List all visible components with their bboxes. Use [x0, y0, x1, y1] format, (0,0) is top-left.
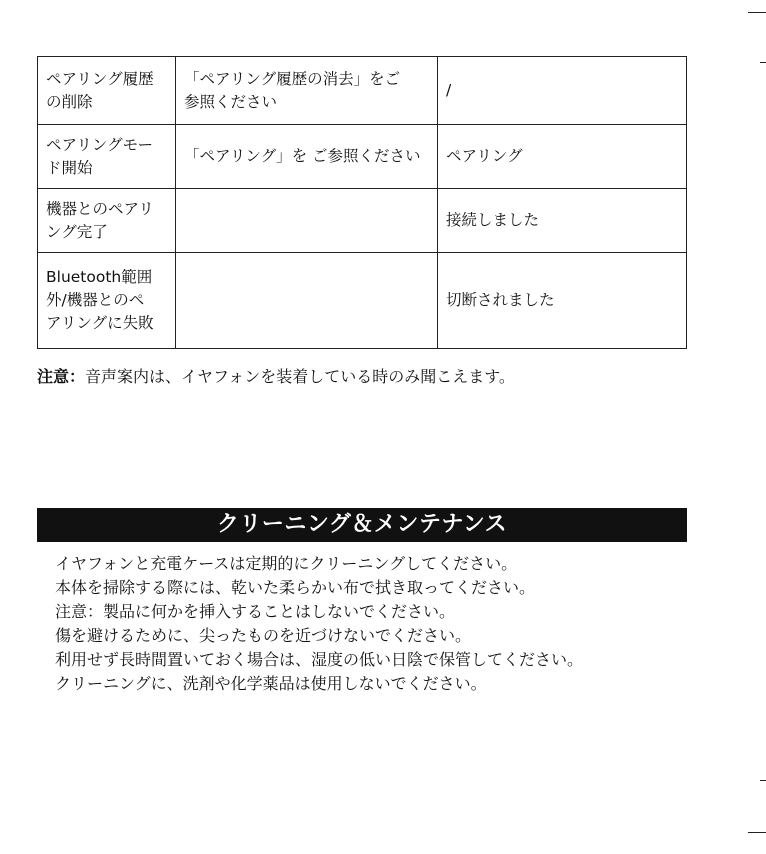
- action-cell: [176, 253, 438, 349]
- event-cell: ペアリング履歴 の削除: [38, 57, 176, 125]
- note-label: 注意：: [37, 367, 86, 386]
- event-cell: Bluetooth範囲 外/機器とのペ アリングに失敗: [38, 253, 176, 349]
- voice-cell: 切断されました: [438, 253, 687, 349]
- voice-cell: ペアリング: [438, 125, 687, 189]
- list-item: 傷を避けるために、尖ったものを近づけないでください。: [55, 626, 472, 645]
- event-cell: 機器とのペアリ ング完了: [38, 189, 176, 253]
- action-cell: [176, 189, 438, 253]
- table-row: [38, 57, 687, 125]
- table-row: [38, 189, 687, 253]
- voice-cell: /: [438, 57, 687, 125]
- note-text: 音声案内は、イヤフォンを装着している時のみ聞こえます。: [85, 367, 515, 386]
- action-cell: 「ペアリング」を ご参照ください: [176, 125, 438, 189]
- list-item: 注意：製品に何かを挿入することはしないでください。: [55, 602, 456, 621]
- crop-mark-lower: [760, 780, 766, 781]
- list-item: クリーニングに、洗剤や化学薬品は使用しないでください。: [55, 674, 487, 693]
- event-cell: ペアリングモー ド開始: [38, 125, 176, 189]
- list-item: 本体を掃除する際には、乾いた柔らかい布で拭き取ってください。: [55, 578, 536, 597]
- crop-mark-bottom: [748, 832, 766, 833]
- action-cell: 「ペアリング履歴の消去」をご 参照ください: [176, 57, 438, 125]
- table-row: [38, 253, 687, 349]
- cleaning-list: [55, 552, 583, 696]
- voice-guide-note: [37, 365, 515, 389]
- voice-cell: 接続しました: [438, 189, 687, 253]
- crop-mark-top: [748, 12, 766, 13]
- list-item: イヤフォンと充電ケースは定期的にクリーニングしてください。: [55, 554, 518, 573]
- crop-mark-upper: [760, 62, 766, 63]
- section-title-cleaning: クリーニング＆メンテナンス: [37, 508, 687, 542]
- voice-guide-table: [37, 56, 687, 349]
- list-item: 利用せず長時間置いておく場合は、湿度の低い日陰で保管してください。: [55, 650, 584, 669]
- table-row: [38, 125, 687, 189]
